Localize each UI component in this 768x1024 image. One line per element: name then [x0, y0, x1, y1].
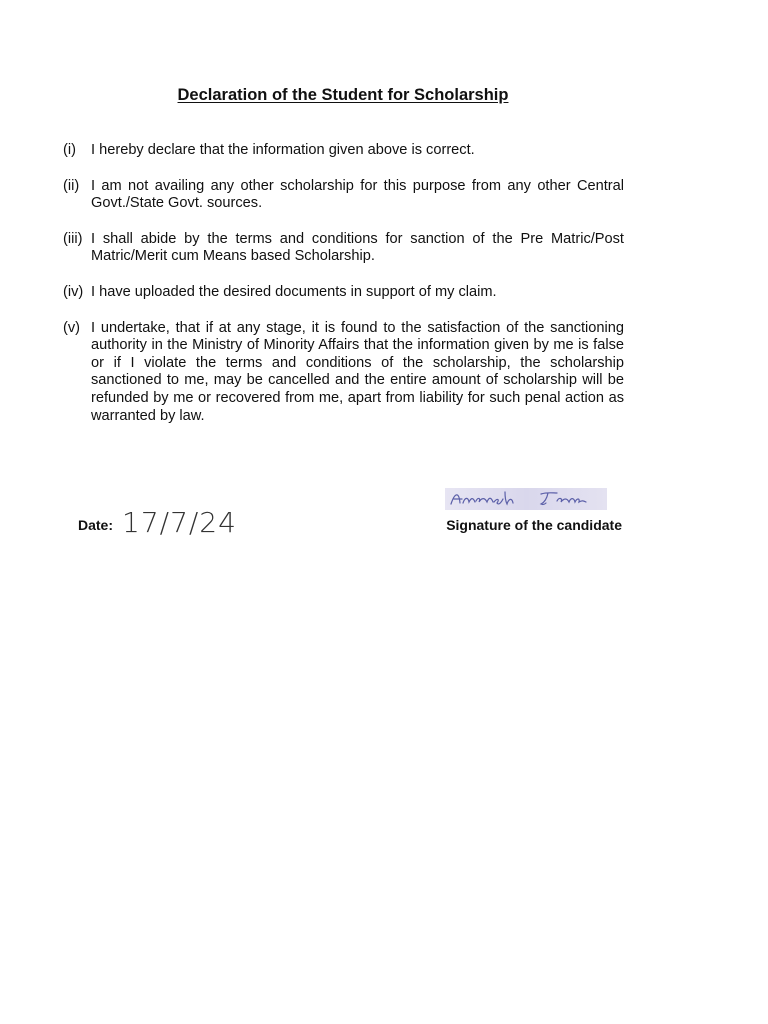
signature-scribble-icon — [445, 488, 607, 510]
declaration-item — [63, 284, 624, 302]
item-text: I am not availing any other scholarship for this purpose from any other Central Govt./State Govt. sources. — [91, 177, 624, 212]
item-text: I shall abide by the terms and conditions for sanction of the Pre Matric/Post Matric/Merit cum Means based Scholarship. — [91, 230, 624, 265]
item-marker: (i) — [63, 142, 76, 158]
declaration-list — [63, 142, 624, 443]
declaration-item — [63, 320, 624, 426]
declaration-item — [63, 231, 624, 266]
handwritten-date: 17/7/24 — [122, 506, 237, 539]
declaration-item — [63, 178, 624, 213]
page-title: Declaration of the Student for Scholarship — [177, 86, 509, 104]
signature-label: Signature of the candidate — [446, 517, 622, 533]
signature-image — [445, 488, 607, 510]
item-marker: (iv) — [63, 283, 84, 300]
declaration-item — [63, 142, 624, 160]
date-label: Date: — [78, 517, 114, 533]
item-text: I hereby declare that the information given above is correct. — [91, 142, 475, 158]
item-text: I have uploaded the desired documents in support of my claim. — [91, 283, 497, 300]
item-marker: (v) — [63, 319, 81, 336]
item-marker: (iii) — [63, 230, 83, 247]
item-text: I undertake, that if at any stage, it is found to the satisfaction of the sanctioning authority in the Ministry of Minority Affairs that the information given by me is false or if I violate the terms and conditions of the scholarship, the scholarship sanctioned to me, may be cancelled and the entire amount of scholarship will be refunded by me or recovered from me, apart from liability for such penal action as warranted by law. — [91, 319, 624, 424]
item-marker: (ii) — [63, 177, 80, 194]
